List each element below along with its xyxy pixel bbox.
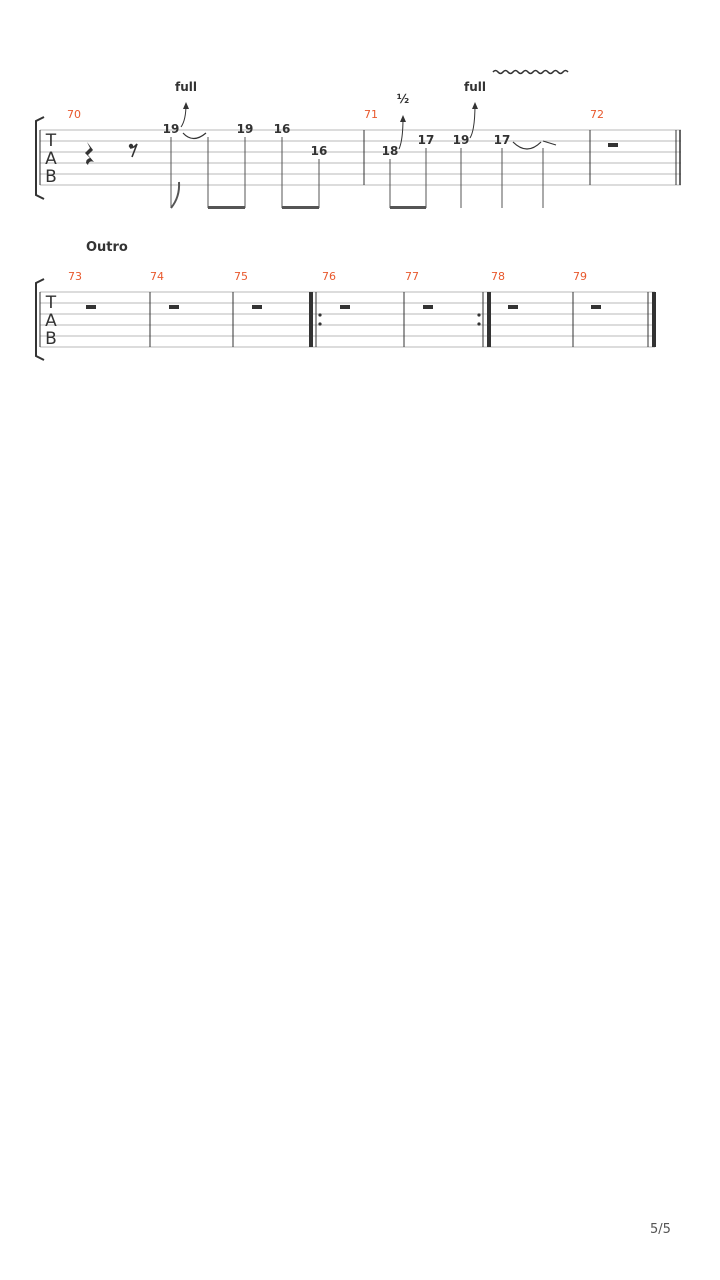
bar-number-71: 71	[364, 108, 378, 121]
repeat-start-icon	[309, 292, 322, 347]
fret-note: 17	[417, 133, 435, 147]
bend-arrow	[399, 115, 406, 149]
bar-number-75: 75	[234, 270, 248, 283]
bar-number-77: 77	[405, 270, 419, 283]
tab-clef-b: B	[45, 329, 57, 349]
bar-number-72: 72	[590, 108, 604, 121]
eighth-rest-icon	[129, 144, 137, 157]
bar-number-79: 79	[573, 270, 587, 283]
bend-arrow	[181, 102, 189, 127]
bar-number-76: 76	[322, 270, 336, 283]
tab-clef-a: A	[45, 149, 57, 169]
half-rest-icon	[252, 305, 262, 309]
bar-number-73: 73	[68, 270, 82, 283]
final-barline-icon	[648, 292, 656, 347]
fret-note: 16	[310, 144, 328, 158]
bar-number-74: 74	[150, 270, 164, 283]
half-rest-icon	[169, 305, 179, 309]
staff-lines	[40, 292, 655, 347]
tie-icon	[513, 142, 541, 149]
half-rest-icon	[86, 305, 96, 309]
tie-icon	[183, 133, 206, 139]
system-1	[36, 71, 681, 210]
vibrato-icon	[493, 71, 568, 74]
tab-clef-t: T	[45, 131, 57, 151]
fret-note: 19	[162, 122, 180, 136]
half-rests	[86, 305, 601, 309]
fret-note: 19	[236, 122, 254, 136]
note-beams	[208, 206, 426, 209]
repeat-end-icon	[477, 292, 491, 347]
fret-note: 19	[452, 133, 470, 147]
note-flag-icon	[171, 182, 179, 208]
tab-clef-a: A	[45, 311, 57, 331]
staff-lines	[40, 130, 681, 185]
half-rest-icon	[508, 305, 518, 309]
quarter-rest-icon	[85, 142, 94, 165]
bar-number-78: 78	[491, 270, 505, 283]
note-stems	[171, 137, 543, 208]
bend-label: full	[464, 80, 486, 94]
half-rest-icon	[423, 305, 433, 309]
tab-clef-b: B	[45, 167, 57, 187]
section-label: Outro	[86, 240, 128, 255]
bend-arrow	[470, 102, 478, 138]
fret-note: 17	[493, 133, 511, 147]
half-rest-icon	[608, 143, 618, 147]
fret-note: 16	[273, 122, 291, 136]
bend-label: full	[175, 80, 197, 94]
bend-label: ½	[396, 92, 410, 106]
page-number: 5/5	[650, 1222, 671, 1237]
bar-number-70: 70	[67, 108, 81, 121]
tab-clef-t: T	[45, 293, 57, 313]
fret-note: 18	[381, 144, 399, 158]
half-rest-icon	[340, 305, 350, 309]
half-rest-icon	[591, 305, 601, 309]
system-2	[36, 240, 656, 360]
slide-icon	[543, 141, 556, 145]
